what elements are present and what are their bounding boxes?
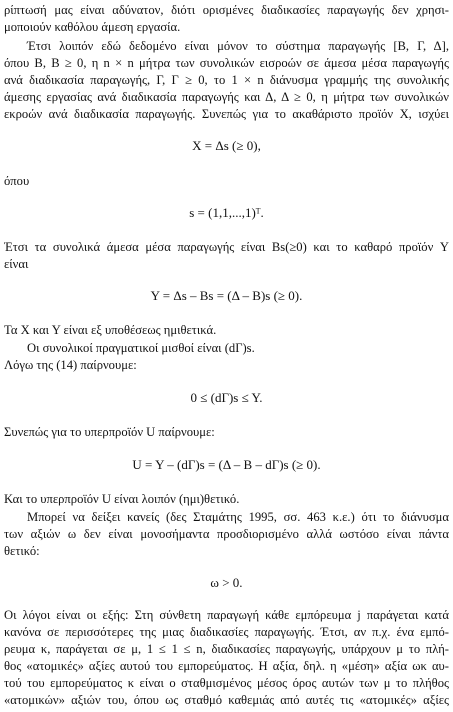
text-line: Συνεπώς για το υπερπροϊόν U παίρνουμε: <box>4 425 215 439</box>
text-line: ανά διαδικασία παραγωγής, Γ, Γ ≥ 0, το 1 × n διάνυσμα γραμμής της συνολικής <box>4 73 449 87</box>
text-line: των αξιών ω δεν είναι μονοσήμαντα προσδιορισμένο αλλά ωστόσο είναι πάντα <box>4 527 449 541</box>
text-line: Τα Χ και Υ είναι εξ υποθέσεως ημιθετικά. <box>4 323 217 337</box>
text-line: Λόγω της (14) παίρνουμε: <box>4 358 137 372</box>
equation: ω > 0. <box>210 575 243 590</box>
equation: 0 ≤ (dΓ)s ≤ Y. <box>190 390 263 405</box>
text-line: Έτσι λοιπόν εδώ δεδομένο είναι μόνον το σύστημα παραγωγής [Β, Γ, Δ], <box>27 39 449 53</box>
text-line: «ατομικών» αξιών του, όπου ως σταθμό καθεμιάς από αυτές τις «ατομικές» αξίες <box>4 693 449 707</box>
text-line: ρευμα κ, παράγεται σε μ, 1 ≤ 1 ≤ n, διαδικασίες παραγωγής, υπάρχουν μ το πλή- <box>4 642 449 656</box>
text-line: κανόνα σε περισσότερες της μιας διαδικασίες παραγωγής. Έτσι, αν π.χ. ένα εμπό- <box>4 625 449 639</box>
equation: Y = Δs – Bs = (Δ – B)s (≥ 0). <box>150 288 303 303</box>
text-line: είναι <box>4 257 29 271</box>
text-line: Οι συνολικοί πραγματικοί μισθοί είναι (dΓ)s. <box>27 341 255 355</box>
text-line: εκροών ανά διαδικασία παραγωγής. Συνεπώς για το ακαθάριστο προϊόν Χ, ισχύει <box>4 107 449 121</box>
equation: X = Δs (≥ 0), <box>192 138 261 153</box>
text-line: μοποιούν καθόλου άμεση εργασία. <box>4 20 181 34</box>
text-line: Οι λόγοι είναι οι εξής: Στη σύνθετη παραγωγή κάθε εμπόρευμα j παράγεται κατά <box>4 608 449 622</box>
text-line: θος «ατομικές» αξίες αυτού του εμπορεύματος. Η αξία, δηλ. η «μέση» αξία ωκ αυ- <box>4 659 449 673</box>
text-line: άμεσης εργασίας ανά διαδικασία παραγωγής και Δ, Δ ≥ 0, η μήτρα των συνολικών <box>4 90 449 104</box>
equation: U = Y – (dΓ)s = (Δ – B – dΓ)s (≥ 0). <box>132 457 321 472</box>
text-line: Έτσι τα συνολικά άμεσα μέσα παραγωγής είναι Bs(≥0) και το καθαρό προϊόν Y <box>4 240 449 254</box>
text-line: Και το υπερπροϊόν U είναι λοιπόν (ημι)θετικό. <box>4 492 240 506</box>
text-line: τού του εμπορεύματος κ είναι ο σταθμισμένος μέσος όρος αυτών των μ το πλήθος <box>4 676 449 690</box>
text-line: θετικό: <box>4 544 40 558</box>
equation: s = (1,1,...,1)ᵀ. <box>189 205 264 220</box>
text-line: όπου <box>4 174 30 188</box>
text-line: όπου Β, Β ≥ 0, η n × n μήτρα των συνολικών εισροών σε άμεσα μέσα παραγωγής <box>4 56 449 70</box>
text-line: ρίπτωσή μας είναι αδύνατον, διότι ορισμένες διαδικασίες παραγωγής δεν χρησι- <box>4 3 449 17</box>
text-line: Μπορεί να δείξει κανείς (δες Σταμάτης 1995, σσ. 463 κ.ε.) ότι το διάνυσμα <box>27 510 449 524</box>
